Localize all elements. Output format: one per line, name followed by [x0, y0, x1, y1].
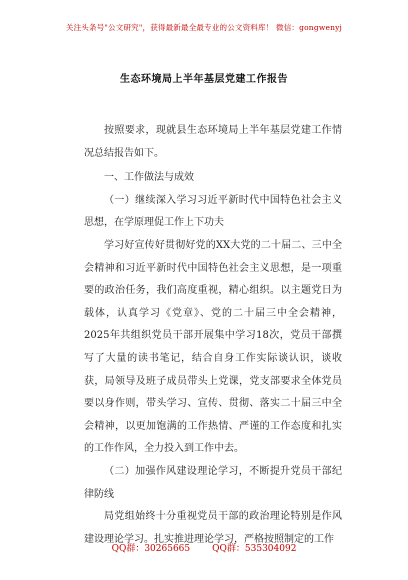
- body-paragraph-2: 局党组始终十分重视党员干部的政治理论特别是作风建设理论学习。扎实推进理论学习，严格按照制定的工作: [84, 511, 342, 545]
- document-body: [84, 120, 342, 551]
- subsection-heading-1: （一）继续深入学习习近平新时代中国特色社会主义思想，在学原理促工作上下功夫: [84, 194, 342, 229]
- intro-paragraph: 按照要求，现就县生态环境局上半年基层党建工作情况总结报告如下。: [84, 125, 342, 159]
- subsection-heading-2: （二）加强作风建设理论学习，不断提升党员干部纪律防线: [84, 465, 342, 500]
- footer-qq-group-2: QQ群：535304092: [212, 544, 297, 554]
- body-paragraph-1: 学习好宣传好贯彻好党的XX大党的二十届二、三中全会精神和习近平新时代中国特色社会主义思想，是一项重要的政治任务，我们高度重视，精心组织。以主题党日为载体，认真学习《党章》、党的二十届三中全会精神，2025年共组织党员干部开展集中学习18次，党员干部撰写了大量的读书笔记，结合自身工作实际谈认识，谈收获，局领导及班子成员带头上党课，党支部要求全体党员要以身作则，带头学习、宣传、贯彻、落实二十届三中全会精神，以更加饱满的工作热情、严谨的工作态度和扎实的工作作风，全力投入到工作中去。: [84, 239, 342, 455]
- header-banner: 关注头条号"公文研究"，获得最新最全最专业的公文资料库！ 微信：gongwenyj: [65, 23, 343, 32]
- footer-qq-group-1: QQ群：30265665: [111, 544, 191, 554]
- section-heading: 一、工作做法与成效: [104, 172, 194, 184]
- footer-contacts: [0, 541, 408, 554]
- document-title: 生态环境局上半年基层党建工作报告: [120, 74, 288, 85]
